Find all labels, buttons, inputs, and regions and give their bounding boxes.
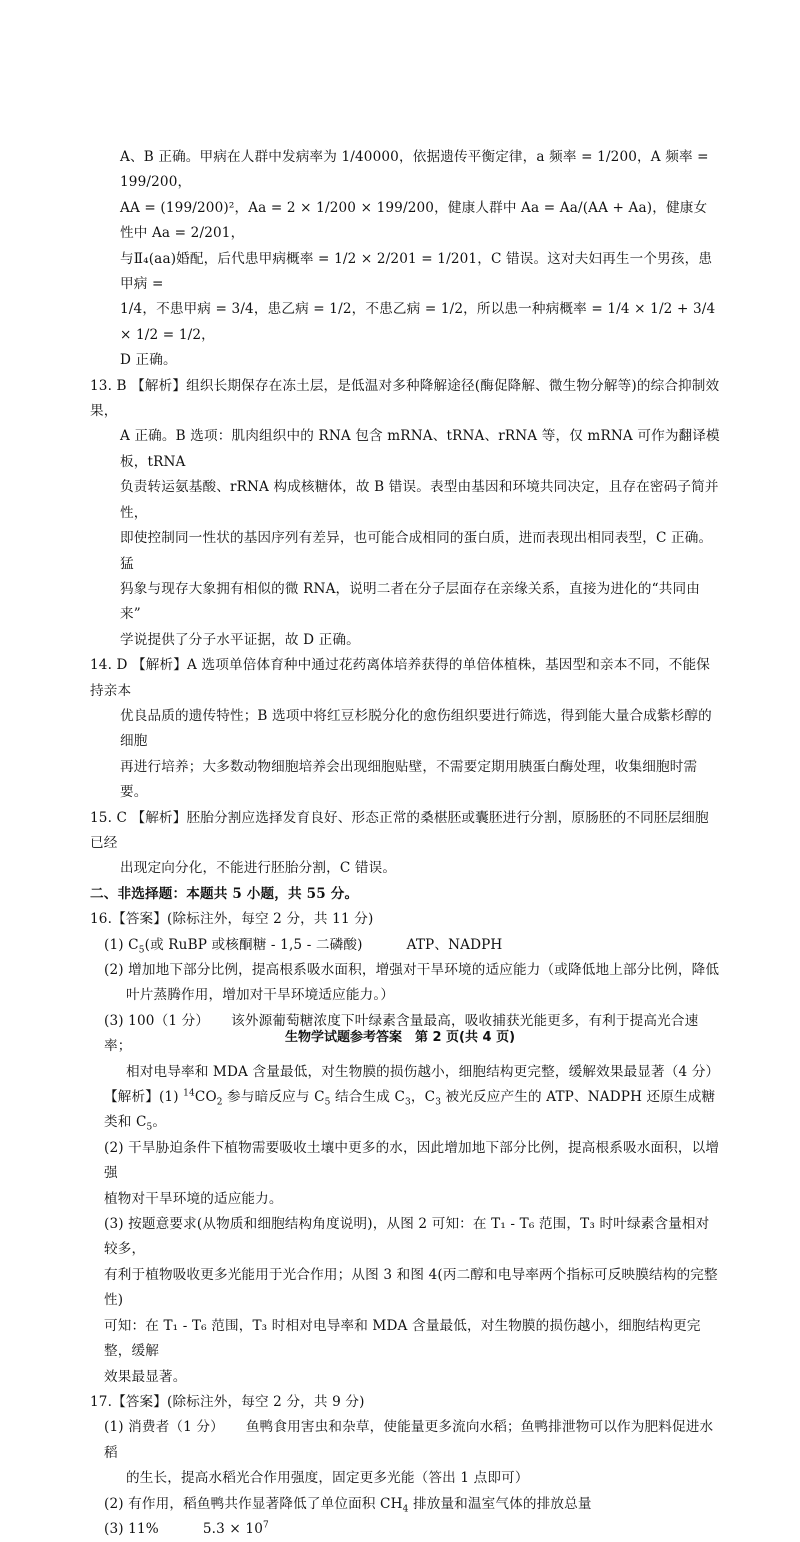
answer-line: (1) 消费者（1 分） 鱼鸭食用害虫和杂草，使能量更多流向水稻；鱼鸭排泄物可以作为肥料促进水稻 — [104, 1419, 714, 1461]
text-line: 负责转运氨基酸、rRNA 构成核糖体，故 B 错误。表型由基因和环境共同决定，且存在密码子简并性， — [120, 479, 719, 521]
answer-line: (2) 有作用，稻鱼鸭共作显著降低了单位面积 $CH_4$ 排放量和温室气体的排放总量 — [104, 1495, 592, 1515]
text-line: 15. C 【解析】胚胎分割应选择发育良好、形态正常的桑椹胚或囊胚进行分割，原肠胚的不同胚层细胞已经 — [90, 809, 709, 851]
text-line: 犸象与现存大象拥有相似的微 RNA，说明二者在分子层面存在亲缘关系，直接为进化的“共同由来” — [120, 580, 700, 623]
text-line: 优良品质的遗传特性；B 选项中将红豆杉脱分化的愈伤组织要进行筛选，得到能大量合成紫杉醇的细胞 — [120, 707, 712, 750]
q15-answer — [90, 806, 720, 882]
answer-line: 相对电导率和 MDA 含量最低，对生物膜的损伤越小，细胞结构更完整，缓解效果最显著（4 分） — [126, 1063, 720, 1080]
text-line: 14. D 【解析】A 选项单倍体育种中通过花药离体培养获得的单倍体植株，基因型和亲本不同，不能保持亲本 — [90, 657, 710, 699]
answer-line: (2) 增加地下部分比例，提高根系吸水面积，增强对干旱环境的适应能力（或降低地上部分比例，降低 — [104, 962, 720, 978]
explanation-line: (3) 按题意要求(从物质和细胞结构角度说明)，从图 2 可知：在 T₁ - T₆ 范围，T₃ 时叶绿素含量相对较多， — [104, 1216, 710, 1258]
answer-line: (3) 11% $5.3 \times 10^7$ — [104, 1520, 269, 1537]
explanation-line: 植物对干旱环境的适应能力。 — [104, 1190, 283, 1207]
explanation-line: 【解析】(1) $^{14}CO_2$ 参与暗反应与 $C_5$ 结合生成 $C_3$，$C_3$ 被光反应产生的 ATP、NADPH 还原生成糖类和 $C_5$。 — [104, 1088, 716, 1134]
text-line: 即使控制同一性状的基因序列有差异，也可能合成相同的蛋白质，进而表现出相同表型，C 正确。猛 — [120, 530, 713, 572]
explanation-line: 有利于植物吸收更多光能用于光合作用；从图 3 和图 4(丙二醇和电导率两个指标可反映膜结构的完整性) — [104, 1266, 718, 1309]
q16-answer — [90, 907, 720, 1390]
q14-answer — [90, 653, 720, 805]
q13-answer — [90, 374, 720, 653]
answer-line: (3) 100（1 分） 该外源葡萄糖浓度下叶绿素含量最高，吸收捕获光能更多，有利于提高光合速率； — [104, 1012, 699, 1055]
text-line: A 正确。B 选项：肌肉组织中的 RNA 包含 mRNA、tRNA、rRNA 等，仅 mRNA 可作为翻译模板，tRNA — [120, 428, 720, 470]
text-line: 学说提供了分子水平证据，故 D 正确。 — [120, 631, 360, 648]
answer-content — [90, 145, 720, 1542]
text-line: 出现定向分化，不能进行胚胎分割，C 错误。 — [120, 860, 397, 877]
q17-answer — [90, 1390, 720, 1542]
page-footer: 生物学试题参考答案 第 2 页(共 4 页) — [284, 1030, 516, 1045]
answer-line: 的生长，提高水稻光合作用强度，固定更多光能（答出 1 点即可） — [126, 1470, 529, 1487]
explanation-line: (2) 干旱胁迫条件下植物需要吸收土壤中更多的水，因此增加地下部分比例，提高根系吸水面积，以增强 — [104, 1139, 720, 1182]
section-heading: 二、非选择题：本题共 5 小题，共 55 分。 — [90, 885, 359, 902]
answer-line: 叶片蒸腾作用，增加对干旱环境适应能力。） — [126, 987, 395, 1004]
text-line: 13. B 【解析】组织长期保存在冻土层，是低温对多种降解途径(酶促降解、微生物分解等)的综合抑制效果， — [90, 377, 720, 420]
answer-heading: 17.【答案】(除标注外，每空 2 分，共 9 分) — [90, 1393, 365, 1410]
answer-line: (1) $C_5$(或 RuBP 或核酮糖 - 1,5 - 二磷酸) ATP、NADPH — [104, 936, 503, 956]
explanation-line: 效果最显著。 — [104, 1368, 187, 1385]
answer-heading: 16.【答案】(除标注外，每空 2 分，共 11 分) — [90, 911, 374, 928]
text-line: A、B 正确。甲病在人群中发病率为 1/40000，依据遗传平衡定律，a 频率 = 1/200，A 频率 = 199/200， — [120, 149, 709, 191]
text-line: AA = (199/200)²，Aa = 2 × 1/200 × 199/200，健康人群中 Aa = Aa/(AA + Aa)，健康女性中 Aa = 2/201， — [120, 199, 708, 242]
text-line: 再进行培养；大多数动物细胞培养会出现细胞贴壁，不需要定期用胰蛋白酶处理，收集细胞时需要。 — [120, 758, 698, 801]
explanation-line: 可知：在 T₁ - T₆ 范围，T₃ 时相对电导率和 MDA 含量最低，对生物膜的损伤越小，细胞结构更完整，缓解 — [104, 1317, 701, 1360]
text-line: D 正确。 — [120, 352, 177, 369]
q12-continuation — [90, 145, 720, 374]
text-line: 与Ⅱ₄(aa)婚配，后代患甲病概率 = 1/2 × 2/201 = 1/201，C 错误。这对夫妇再生一个男孩，患甲病 = — [120, 250, 713, 293]
text-line: 1/4，不患甲病 = 3/4，患乙病 = 1/2，不患乙病 = 1/2，所以患一种病概率 = 1/4 × 1/2 + 3/4 × 1/2 = 1/2， — [120, 301, 716, 343]
